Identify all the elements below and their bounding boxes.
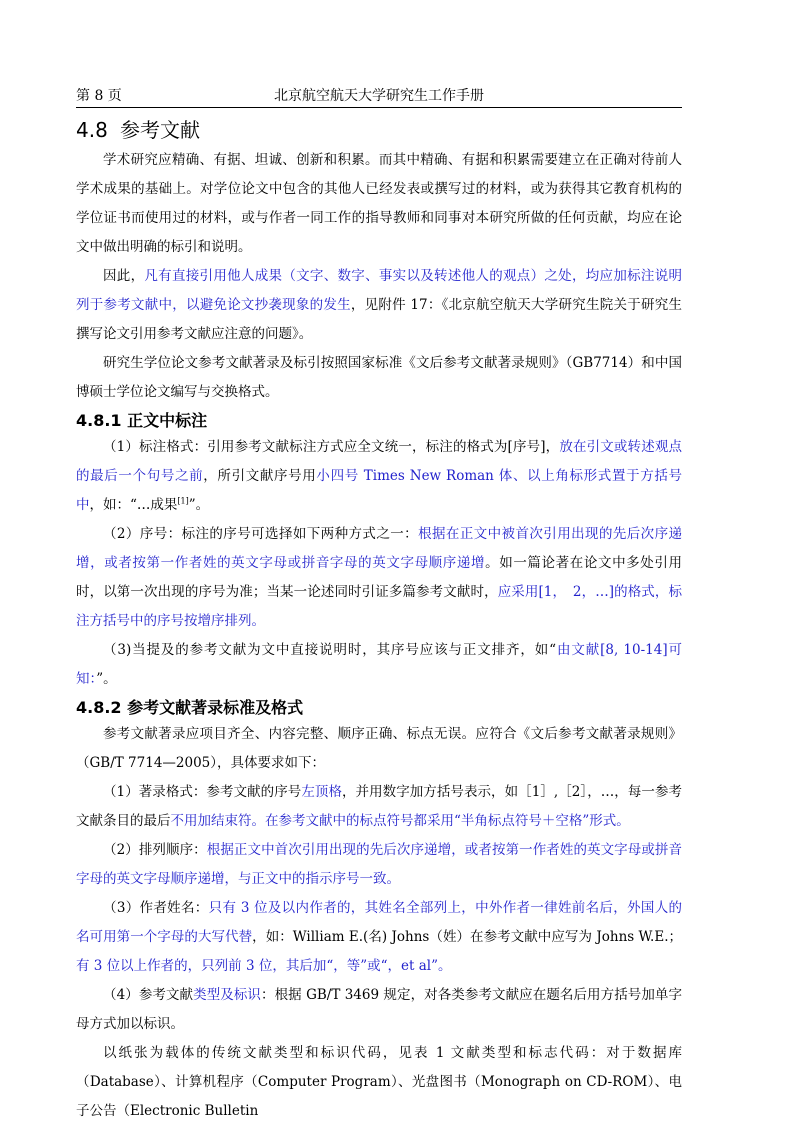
page-header xyxy=(76,86,682,106)
highlighted-text: 根据正文中首次引用出现的先后次序递增，或者按第一作者姓的英文字母或拼音字母的英文字母顺序递增，与正文中的指示序号一致。 xyxy=(76,842,683,887)
paragraph xyxy=(76,894,682,981)
highlighted-text: 类型及标识 xyxy=(193,987,261,1003)
paragraph-text: ，见附件 17：《北京航空航天大学研究生院关于研究生撰写论文引用参考文献应注意的问题》。 xyxy=(76,297,682,342)
paragraph xyxy=(76,981,682,1039)
paragraph-text: 参考文献著录应项目齐全、内容完整、顺序正确、标点无误。应符合《文后参考文献著录规则》（GB/T 7714—2005），具体要求如下： xyxy=(76,726,682,771)
highlighted-text: 左顶格 xyxy=(301,784,342,800)
highlighted-text: 根据在正文中被首次引用出现的先后次序递增，或者按第一作者姓的英文字母或拼音字母的英文字母顺序递增 xyxy=(76,526,682,571)
highlighted-text: 由文献[8, 10-14]可知： xyxy=(76,642,682,687)
paragraph-text: ，如：“…成果 xyxy=(89,497,178,513)
paragraph-text: 因此， xyxy=(103,268,145,284)
page-content xyxy=(76,114,682,1126)
page-number: 第 8 页 xyxy=(76,88,122,104)
paragraph xyxy=(76,520,682,636)
paragraph xyxy=(76,433,682,520)
paragraph-text: ”。 xyxy=(188,497,210,513)
paragraph-text: （3)当提及的参考文献为文中直接说明时，其序号应该与正文排齐，如“ xyxy=(103,642,557,658)
paragraph-text: ：根据 GB/T 3469 规定，对各类参考文献应在题名后用方括号加单字母方式加以标识。 xyxy=(76,987,682,1032)
paragraph-text: ，所引文献序号用 xyxy=(203,468,317,484)
paragraph xyxy=(76,778,682,836)
paragraph-text: （3）作者姓名： xyxy=(103,900,209,916)
highlighted-text: 放在引文或转述观点的最后一个句号之前 xyxy=(76,439,682,484)
paragraph xyxy=(76,146,682,262)
paragraph xyxy=(76,836,682,894)
header-rule xyxy=(76,107,682,108)
paragraph-text: ”。 xyxy=(96,671,117,687)
paragraph-text: （2）序号：标注的序号可选择如下两种方式之一： xyxy=(103,526,419,542)
highlighted-text: 不用加结束符。在参考文献中的标点符号都采用“半角标点符号＋空格”形式。 xyxy=(170,813,630,829)
section-title: 参考文献 xyxy=(120,118,200,142)
subsection-heading: 4.8.2 参考文献著录标准及格式 xyxy=(76,698,304,717)
section-heading xyxy=(76,114,682,146)
highlighted-text: 应采用[1， 2，…]的格式，标注方括号中的序号按增序排列。 xyxy=(76,584,683,629)
highlighted-text: 有 3 位以上作者的，只列前 3 位，其后加“，等”或“，et al”。 xyxy=(76,958,452,974)
citation-superscript: [1] xyxy=(177,496,189,506)
paragraph-text: ，并用数字加方括号表示，如［1］,［2］，…，每一参考文献条目的最后 xyxy=(76,784,683,829)
paragraph-text: （1）标注格式：引用参考文献标注方式应全文统一，标注的格式为[序号]， xyxy=(103,439,560,455)
highlighted-text: 凡有直接引用他人成果（文字、数字、事实以及转述他人的观点）之处，均应加标注说明列于参考文献中，以避免论文抄袭现象的发生 xyxy=(76,268,683,313)
paragraph-text: 。如一篇论著在论文中多处引用时，以第一次出现的序号为准；当某一论述同时引证多篇参考文献时， xyxy=(76,555,683,600)
paragraph xyxy=(76,636,682,694)
paragraph-text: 研究生学位论文参考文献著录及标引按照国家标准《文后参考文献著录规则》（GB7714）和中国博硕士学位论文编写与交换格式。 xyxy=(76,355,682,400)
paragraph-text: （2）排列顺序： xyxy=(103,842,207,858)
paragraph-text: 以纸张为载体的传统文献类型和标识代码，见表 1 文献类型和标志代码：对于数据库（Database）、计算机程序（Computer Program）、光盘图书（Monograph on CD-ROM）、电子公告（Electronic Bulletin xyxy=(76,1045,682,1119)
paragraph xyxy=(76,349,682,407)
paragraph xyxy=(76,1039,682,1126)
subsection-heading: 4.8.1 正文中标注 xyxy=(76,411,208,430)
section-number: 4.8 xyxy=(76,118,108,142)
paragraph-text: （4）参考文献 xyxy=(103,987,194,1003)
paragraph xyxy=(76,262,682,349)
paragraph-text: （1）著录格式：参考文献的序号 xyxy=(103,784,302,800)
highlighted-text: 小四号 Times New Roman 体、以上角标形式置于方括号中 xyxy=(76,468,683,513)
paragraph-text: 学术研究应精确、有据、坦诚、创新和积累。而其中精确、有据和积累需要建立在正确对待前人学术成果的基础上。对学位论文中包含的其他人已经发表或撰写过的材料，或为获得其它教育机构的学位证书而使用过的材料，或与作者一同工作的指导教师和同事对本研究所做的任何贡献，均应在论文中做出明确的标引和说明。 xyxy=(76,152,682,255)
running-title: 北京航空航天大学研究生工作手册 xyxy=(274,88,484,104)
highlighted-text: 只有 3 位及以内作者的，其姓名全部列上，中外作者一律姓前名后，外国人的名可用第一个字母的大写代替 xyxy=(76,900,683,945)
paragraph-text: ，如：William E.(名) Johns（姓）在参考文献中应写为 Johns W.E.； xyxy=(252,929,682,945)
paragraph xyxy=(76,720,682,778)
